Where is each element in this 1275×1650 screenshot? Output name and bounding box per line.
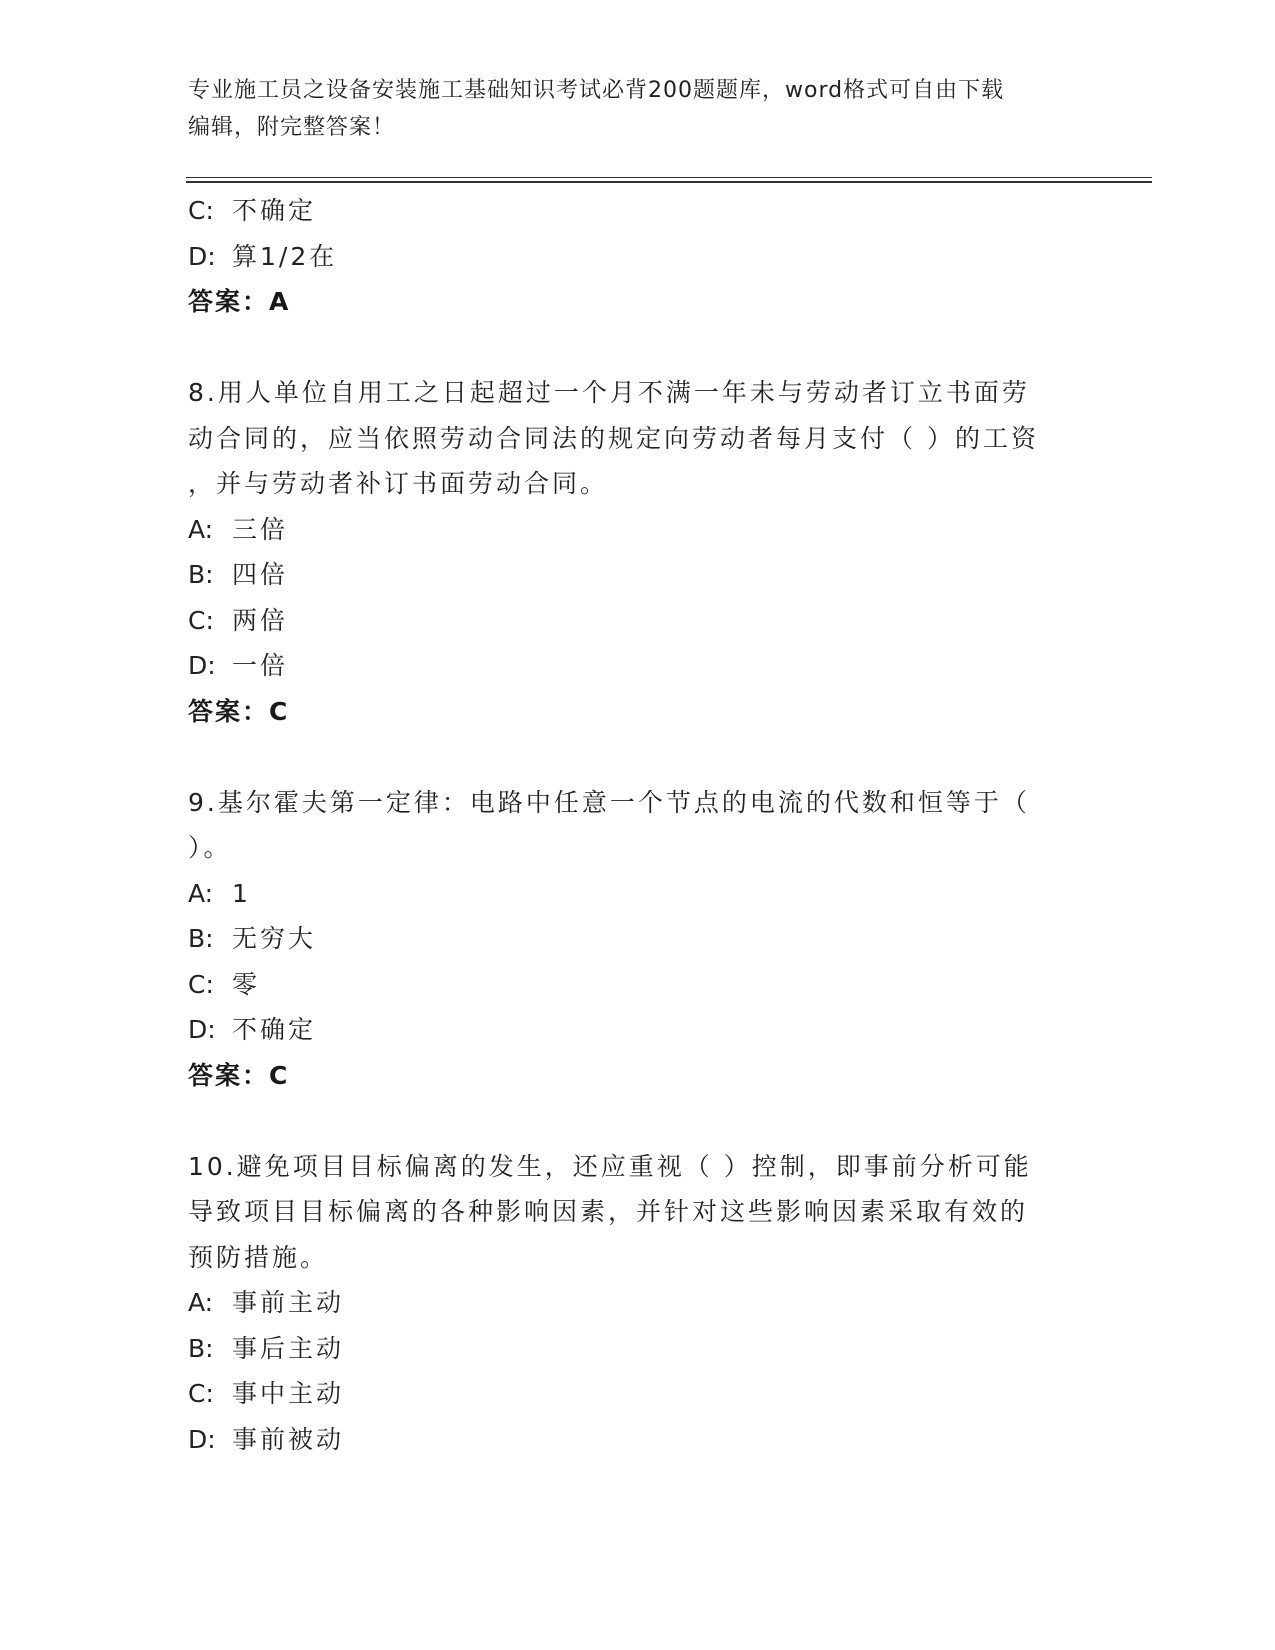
option-label: B: bbox=[188, 924, 214, 953]
option-text: 四倍 bbox=[232, 560, 289, 589]
answer-line: 答案：C bbox=[188, 1060, 290, 1090]
spacer bbox=[188, 734, 1088, 780]
option-b bbox=[188, 552, 1088, 598]
question-10 bbox=[188, 1144, 1088, 1463]
answer-line: 答案：C bbox=[188, 696, 290, 726]
option-label: D: bbox=[188, 651, 216, 680]
header-line-1: 专业施工员之设备安装施工基础知识考试必背200题题库，word格式可自由下载 bbox=[188, 78, 1005, 103]
option-d bbox=[188, 1007, 1088, 1053]
question-8 bbox=[188, 370, 1088, 734]
option-label: D: bbox=[188, 241, 216, 271]
option-text: 三倍 bbox=[232, 514, 289, 544]
question-stem-line: 8.用人单位自用工之日起超过一个月不满一年未与劳动者订立书面劳 bbox=[188, 378, 1030, 407]
answer-line: 答案：A bbox=[188, 287, 291, 316]
option-label: C: bbox=[188, 196, 214, 225]
option-text: 两倍 bbox=[232, 605, 289, 635]
option-b bbox=[188, 916, 1088, 962]
option-text: 算1/2在 bbox=[232, 241, 338, 271]
spacer bbox=[188, 325, 1088, 371]
question-stem-line: ）。 bbox=[188, 833, 232, 862]
option-a bbox=[188, 1280, 1088, 1326]
option-d bbox=[188, 643, 1088, 689]
header-line-2: 编辑，附完整答案！ bbox=[188, 115, 396, 140]
option-label: B: bbox=[188, 1333, 214, 1363]
option-label: A: bbox=[188, 1288, 214, 1317]
option-label: B: bbox=[188, 560, 214, 589]
option-label: D: bbox=[188, 1424, 216, 1454]
option-label: C: bbox=[188, 969, 214, 999]
option-text: 无穷大 bbox=[232, 924, 317, 953]
question-9 bbox=[188, 780, 1088, 1099]
header-rule-thin bbox=[186, 177, 1152, 178]
option-label: D: bbox=[188, 1015, 216, 1044]
page-header bbox=[188, 72, 1068, 146]
header-rule-thick bbox=[186, 181, 1152, 183]
option-label: A: bbox=[188, 878, 214, 908]
question-stem-line: 9.基尔霍夫第一定律：电路中任意一个节点的电流的代数和恒等于（ bbox=[188, 787, 1030, 817]
option-text: 零 bbox=[232, 969, 261, 999]
option-c bbox=[188, 1371, 1088, 1417]
option-c bbox=[188, 962, 1088, 1008]
option-label: A: bbox=[188, 514, 214, 544]
option-a bbox=[188, 871, 1088, 917]
option-text: 事前主动 bbox=[232, 1288, 345, 1317]
option-text: 不确定 bbox=[232, 196, 317, 225]
question-stem-line: 10.避免项目目标偏离的发生，还应重视（ ）控制，即事前分析可能 bbox=[188, 1151, 1032, 1181]
option-label: C: bbox=[188, 1379, 214, 1408]
option-c bbox=[188, 188, 1088, 234]
spacer bbox=[188, 1098, 1088, 1144]
option-b bbox=[188, 1326, 1088, 1372]
question-stem-line: 动合同的，应当依照劳动合同法的规定向劳动者每月支付（ ）的工资 bbox=[188, 423, 1039, 453]
option-c bbox=[188, 598, 1088, 644]
question-stem-line: 预防措施。 bbox=[188, 1242, 329, 1272]
option-label: C: bbox=[188, 605, 214, 635]
option-text: 事中主动 bbox=[232, 1379, 345, 1408]
option-d bbox=[188, 234, 1088, 280]
question-stem-line: ，并与劳动者补订书面劳动合同。 bbox=[188, 469, 609, 498]
question-list bbox=[188, 188, 1088, 1462]
question-prev bbox=[188, 188, 1088, 325]
question-stem-line: 导致项目目标偏离的各种影响因素，并针对这些影响因素采取有效的 bbox=[188, 1197, 1029, 1226]
option-d bbox=[188, 1417, 1088, 1463]
option-text: 事前被动 bbox=[232, 1424, 345, 1454]
option-text: 不确定 bbox=[232, 1015, 317, 1044]
option-text: 一倍 bbox=[232, 651, 289, 680]
option-text: 事后主动 bbox=[232, 1333, 345, 1363]
option-a bbox=[188, 507, 1088, 553]
option-text: 1 bbox=[232, 878, 251, 908]
